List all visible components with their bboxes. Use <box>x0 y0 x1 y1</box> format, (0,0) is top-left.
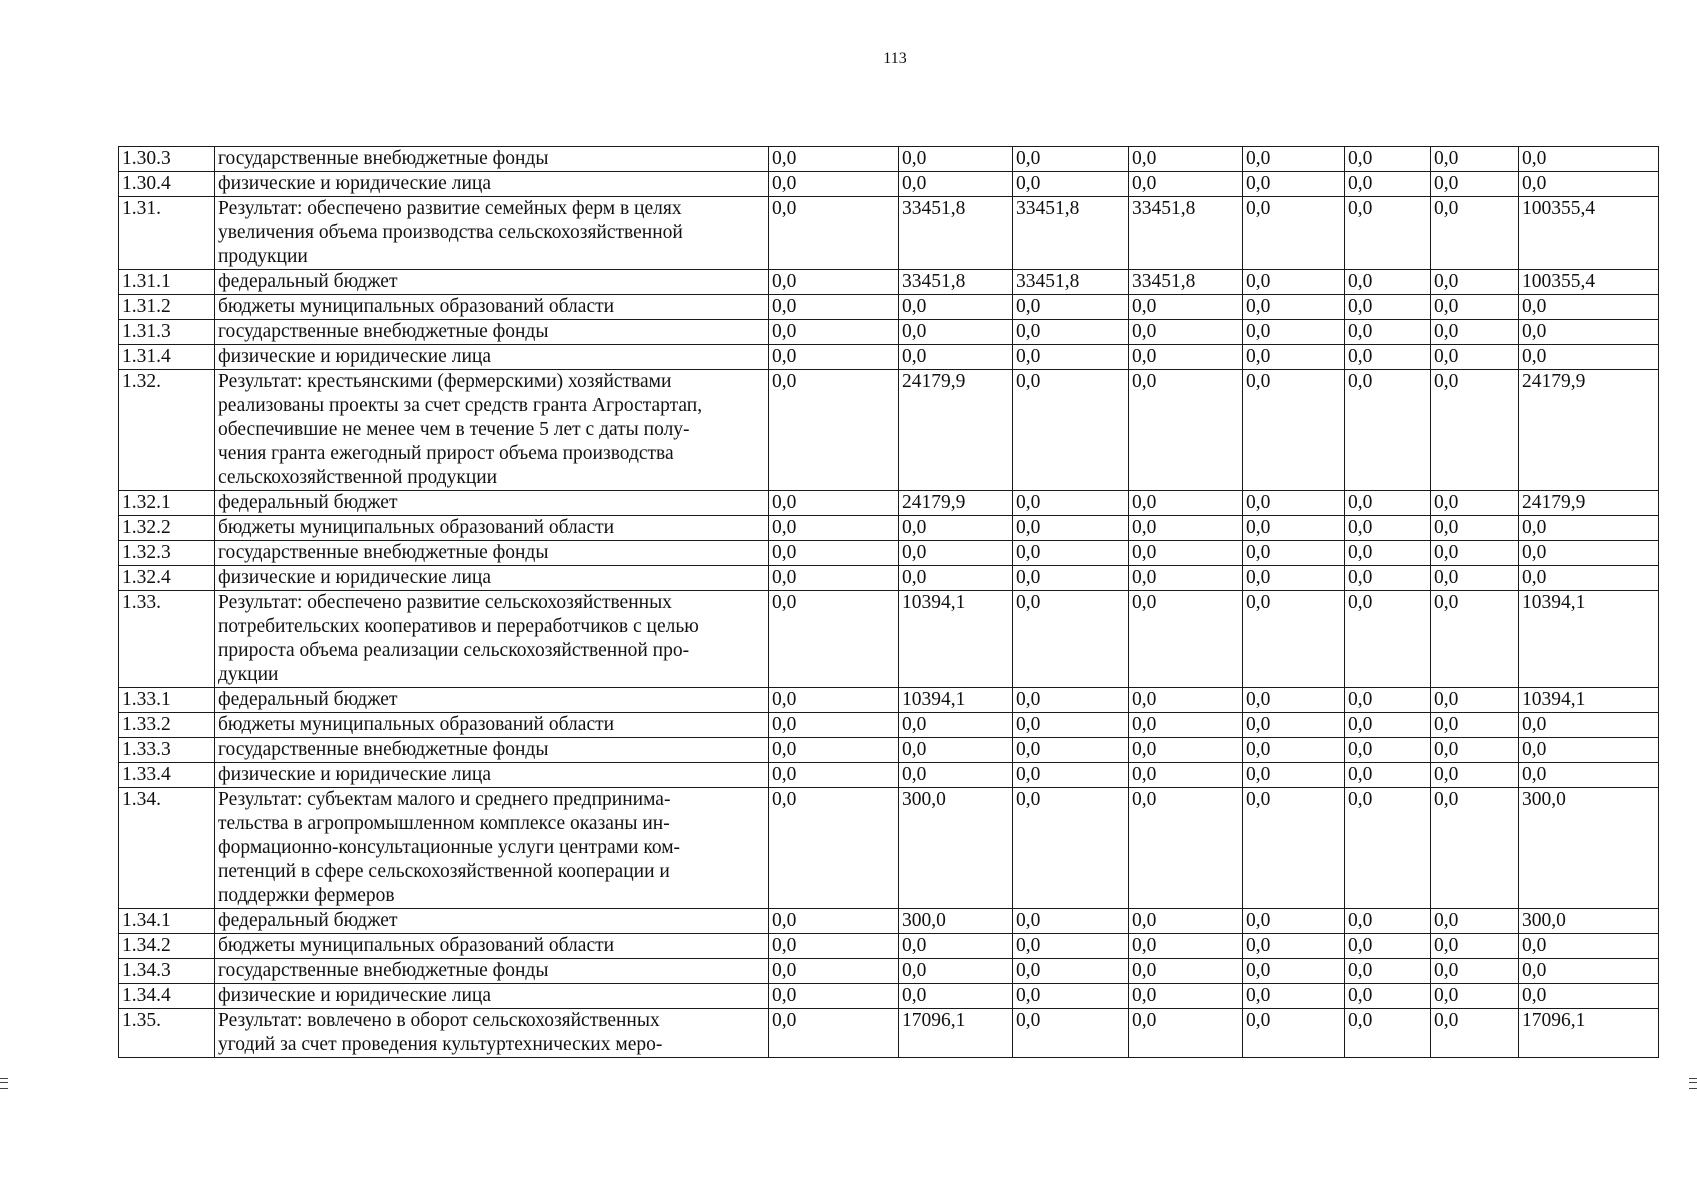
row-description: Результат: обеспечено развитие семейных ферм в целях увеличения объема производства сельскохозяйственной продукции <box>215 197 769 270</box>
row-value: 0,0 <box>899 147 1013 172</box>
row-value: 0,0 <box>899 959 1013 984</box>
row-value: 0,0 <box>1345 516 1431 541</box>
row-value: 24179,9 <box>1519 491 1659 516</box>
row-value: 0,0 <box>1129 491 1243 516</box>
row-value: 0,0 <box>1129 295 1243 320</box>
row-value: 0,0 <box>769 320 899 345</box>
row-value: 0,0 <box>1243 370 1345 491</box>
row-value: 0,0 <box>769 713 899 738</box>
row-value: 0,0 <box>1345 566 1431 591</box>
row-value: 0,0 <box>1345 320 1431 345</box>
row-value: 0,0 <box>1243 320 1345 345</box>
row-value: 0,0 <box>1519 984 1659 1009</box>
row-value: 0,0 <box>899 984 1013 1009</box>
row-value: 0,0 <box>769 763 899 788</box>
row-value: 0,0 <box>1243 345 1345 370</box>
row-description: государственные внебюджетные фонды <box>215 147 769 172</box>
row-value: 0,0 <box>769 147 899 172</box>
row-value: 0,0 <box>1431 591 1519 688</box>
row-value: 0,0 <box>1013 909 1129 934</box>
table-row <box>119 491 1659 516</box>
row-value: 24179,9 <box>899 370 1013 491</box>
row-value: 0,0 <box>1243 197 1345 270</box>
row-value: 0,0 <box>1129 1009 1243 1058</box>
row-value: 0,0 <box>1243 688 1345 713</box>
row-value: 0,0 <box>899 172 1013 197</box>
row-value: 0,0 <box>1129 147 1243 172</box>
row-value: 0,0 <box>1129 984 1243 1009</box>
row-value: 0,0 <box>1431 320 1519 345</box>
row-value: 0,0 <box>1519 738 1659 763</box>
row-value: 0,0 <box>1129 320 1243 345</box>
row-value: 0,0 <box>1013 763 1129 788</box>
table-row <box>119 147 1659 172</box>
row-value: 0,0 <box>899 541 1013 566</box>
row-value: 0,0 <box>1243 738 1345 763</box>
row-value: 33451,8 <box>1129 270 1243 295</box>
row-value: 0,0 <box>1013 934 1129 959</box>
row-value: 0,0 <box>769 541 899 566</box>
row-code: 1.32.3 <box>119 541 215 566</box>
row-code: 1.32.4 <box>119 566 215 591</box>
row-value: 0,0 <box>1013 320 1129 345</box>
row-value: 17096,1 <box>1519 1009 1659 1058</box>
row-code: 1.31.1 <box>119 270 215 295</box>
row-value: 33451,8 <box>899 197 1013 270</box>
row-code: 1.33. <box>119 591 215 688</box>
row-value: 0,0 <box>769 491 899 516</box>
row-value: 0,0 <box>769 788 899 909</box>
row-code: 1.34. <box>119 788 215 909</box>
row-value: 0,0 <box>769 197 899 270</box>
row-value: 0,0 <box>1013 370 1129 491</box>
row-value: 0,0 <box>1431 763 1519 788</box>
row-description: физические и юридические лица <box>215 172 769 197</box>
row-value: 0,0 <box>899 566 1013 591</box>
row-value: 0,0 <box>1345 1009 1431 1058</box>
table-row <box>119 345 1659 370</box>
row-value: 300,0 <box>1519 788 1659 909</box>
row-value: 0,0 <box>1013 345 1129 370</box>
row-description: бюджеты муниципальных образований области <box>215 516 769 541</box>
row-description: государственные внебюджетные фонды <box>215 320 769 345</box>
row-value: 0,0 <box>1345 270 1431 295</box>
row-value: 33451,8 <box>1129 197 1243 270</box>
row-value: 0,0 <box>769 370 899 491</box>
row-value: 0,0 <box>1345 147 1431 172</box>
row-value: 0,0 <box>1345 984 1431 1009</box>
row-value: 0,0 <box>1519 566 1659 591</box>
row-value: 0,0 <box>1013 516 1129 541</box>
row-value: 0,0 <box>1129 370 1243 491</box>
row-value: 0,0 <box>1243 491 1345 516</box>
row-value: 0,0 <box>1519 345 1659 370</box>
row-value: 33451,8 <box>1013 270 1129 295</box>
row-value: 0,0 <box>899 295 1013 320</box>
row-value: 0,0 <box>1345 738 1431 763</box>
row-value: 0,0 <box>1243 984 1345 1009</box>
table-row <box>119 934 1659 959</box>
row-value: 0,0 <box>1431 541 1519 566</box>
table-row <box>119 788 1659 909</box>
row-value: 0,0 <box>899 934 1013 959</box>
row-description: федеральный бюджет <box>215 909 769 934</box>
row-value: 0,0 <box>1243 959 1345 984</box>
row-value: 0,0 <box>1431 1009 1519 1058</box>
row-value: 0,0 <box>1243 172 1345 197</box>
row-value: 0,0 <box>1345 788 1431 909</box>
row-value: 0,0 <box>1431 566 1519 591</box>
row-description: Результат: вовлечено в оборот сельскохозяйственных угодий за счет проведения культуртехнических меро- <box>215 1009 769 1058</box>
row-value: 300,0 <box>899 788 1013 909</box>
row-description: физические и юридические лица <box>215 984 769 1009</box>
row-value: 0,0 <box>1345 909 1431 934</box>
row-value: 0,0 <box>1013 591 1129 688</box>
row-value: 0,0 <box>1243 566 1345 591</box>
row-value: 0,0 <box>899 320 1013 345</box>
row-description: федеральный бюджет <box>215 270 769 295</box>
row-description: государственные внебюджетные фонды <box>215 738 769 763</box>
row-value: 0,0 <box>1243 295 1345 320</box>
row-value: 0,0 <box>1345 934 1431 959</box>
row-description: физические и юридические лица <box>215 566 769 591</box>
row-value: 0,0 <box>1519 934 1659 959</box>
row-value: 0,0 <box>1345 370 1431 491</box>
row-value: 0,0 <box>1129 763 1243 788</box>
row-value: 0,0 <box>1013 984 1129 1009</box>
row-description: физические и юридические лица <box>215 763 769 788</box>
row-code: 1.32.1 <box>119 491 215 516</box>
row-value: 0,0 <box>1431 345 1519 370</box>
row-value: 0,0 <box>769 591 899 688</box>
table-row <box>119 763 1659 788</box>
row-value: 0,0 <box>1243 788 1345 909</box>
row-value: 0,0 <box>1129 738 1243 763</box>
row-code: 1.32. <box>119 370 215 491</box>
table-row <box>119 370 1659 491</box>
row-code: 1.31.2 <box>119 295 215 320</box>
row-value: 0,0 <box>899 738 1013 763</box>
row-value: 0,0 <box>1243 1009 1345 1058</box>
row-description: физические и юридические лица <box>215 345 769 370</box>
row-value: 0,0 <box>769 295 899 320</box>
row-value: 0,0 <box>1345 591 1431 688</box>
row-value: 100355,4 <box>1519 270 1659 295</box>
row-value: 0,0 <box>1013 147 1129 172</box>
row-description: Результат: крестьянскими (фермерскими) хозяйствами реализованы проекты за счет средств гранта Агростартап, обеспечившие не менее чем в течение 5 лет с даты полу- чения гранта ежегодный прирост объема производства сельскохозяйственной продукции <box>215 370 769 491</box>
row-value: 0,0 <box>1345 295 1431 320</box>
row-value: 0,0 <box>1519 295 1659 320</box>
row-value: 0,0 <box>769 984 899 1009</box>
row-value: 0,0 <box>769 345 899 370</box>
table-row <box>119 959 1659 984</box>
row-value: 0,0 <box>1013 566 1129 591</box>
row-value: 0,0 <box>1013 295 1129 320</box>
row-value: 0,0 <box>1431 197 1519 270</box>
row-value: 0,0 <box>899 516 1013 541</box>
row-value: 0,0 <box>1013 1009 1129 1058</box>
row-value: 0,0 <box>1431 370 1519 491</box>
row-value: 0,0 <box>1345 713 1431 738</box>
row-value: 0,0 <box>1431 172 1519 197</box>
row-value: 0,0 <box>1243 270 1345 295</box>
row-value: 0,0 <box>1431 516 1519 541</box>
row-value: 0,0 <box>1519 516 1659 541</box>
row-value: 0,0 <box>1431 934 1519 959</box>
row-value: 0,0 <box>769 270 899 295</box>
row-value: 0,0 <box>1129 788 1243 909</box>
row-value: 0,0 <box>1243 541 1345 566</box>
table-row <box>119 566 1659 591</box>
row-value: 10394,1 <box>1519 688 1659 713</box>
row-value: 0,0 <box>769 909 899 934</box>
row-code: 1.30.3 <box>119 147 215 172</box>
row-description: бюджеты муниципальных образований области <box>215 295 769 320</box>
row-value: 0,0 <box>1431 147 1519 172</box>
row-value: 0,0 <box>1431 738 1519 763</box>
row-value: 0,0 <box>1519 320 1659 345</box>
row-value: 0,0 <box>1519 763 1659 788</box>
row-value: 0,0 <box>1243 713 1345 738</box>
row-value: 17096,1 <box>899 1009 1013 1058</box>
row-value: 0,0 <box>1129 688 1243 713</box>
row-value: 0,0 <box>1129 713 1243 738</box>
row-value: 33451,8 <box>1013 197 1129 270</box>
row-description: государственные внебюджетные фонды <box>215 959 769 984</box>
table-row <box>119 172 1659 197</box>
table-row <box>119 541 1659 566</box>
row-value: 0,0 <box>1013 959 1129 984</box>
row-code: 1.34.3 <box>119 959 215 984</box>
row-value: 0,0 <box>1129 934 1243 959</box>
row-code: 1.33.3 <box>119 738 215 763</box>
row-value: 0,0 <box>1345 959 1431 984</box>
row-value: 0,0 <box>1129 172 1243 197</box>
row-code: 1.34.4 <box>119 984 215 1009</box>
row-value: 0,0 <box>899 763 1013 788</box>
table-body <box>119 147 1659 1058</box>
row-value: 0,0 <box>1129 591 1243 688</box>
row-description: бюджеты муниципальных образований области <box>215 934 769 959</box>
row-value: 0,0 <box>1129 909 1243 934</box>
table-row <box>119 591 1659 688</box>
row-value: 0,0 <box>1129 345 1243 370</box>
row-value: 0,0 <box>1013 788 1129 909</box>
row-value: 0,0 <box>769 934 899 959</box>
row-value: 0,0 <box>1431 959 1519 984</box>
row-value: 300,0 <box>1519 909 1659 934</box>
row-value: 0,0 <box>1345 172 1431 197</box>
row-value: 0,0 <box>1129 516 1243 541</box>
table-row <box>119 909 1659 934</box>
table-row <box>119 197 1659 270</box>
table-row <box>119 320 1659 345</box>
row-value: 24179,9 <box>899 491 1013 516</box>
table-row <box>119 738 1659 763</box>
row-value: 0,0 <box>1013 688 1129 713</box>
row-value: 0,0 <box>1519 959 1659 984</box>
row-description: Результат: субъектам малого и среднего предпринима- тельства в агропромышленном комплексе оказаны ин- формационно-консультационные услуги центрами ком- петенций в сфере сельскохозяйственной кооперации и поддержки фермеров <box>215 788 769 909</box>
row-description: федеральный бюджет <box>215 491 769 516</box>
row-description: бюджеты муниципальных образований области <box>215 713 769 738</box>
row-value: 0,0 <box>899 345 1013 370</box>
row-value: 0,0 <box>1431 270 1519 295</box>
right-edge-mark <box>1689 1078 1697 1089</box>
row-value: 0,0 <box>1243 516 1345 541</box>
row-value: 0,0 <box>1129 959 1243 984</box>
row-value: 0,0 <box>769 516 899 541</box>
row-value: 0,0 <box>1345 688 1431 713</box>
row-description: государственные внебюджетные фонды <box>215 541 769 566</box>
left-edge-mark <box>0 1078 8 1089</box>
row-value: 0,0 <box>1243 147 1345 172</box>
row-code: 1.34.2 <box>119 934 215 959</box>
row-code: 1.34.1 <box>119 909 215 934</box>
row-value: 0,0 <box>1519 147 1659 172</box>
row-value: 0,0 <box>1345 197 1431 270</box>
table-row <box>119 713 1659 738</box>
row-code: 1.33.2 <box>119 713 215 738</box>
row-value: 0,0 <box>1431 984 1519 1009</box>
row-value: 0,0 <box>1013 738 1129 763</box>
row-value: 0,0 <box>1013 541 1129 566</box>
page-number: 113 <box>883 50 907 67</box>
row-description: Результат: обеспечено развитие сельскохозяйственных потребительских кооперативов и переработчиков с целью прироста объема реализации сельскохозяйственной про- дукции <box>215 591 769 688</box>
row-value: 0,0 <box>1431 788 1519 909</box>
row-value: 24179,9 <box>1519 370 1659 491</box>
table-row <box>119 688 1659 713</box>
row-value: 0,0 <box>1013 491 1129 516</box>
row-value: 0,0 <box>1243 934 1345 959</box>
row-value: 33451,8 <box>899 270 1013 295</box>
table-row <box>119 295 1659 320</box>
row-value: 0,0 <box>769 688 899 713</box>
row-code: 1.33.4 <box>119 763 215 788</box>
row-code: 1.32.2 <box>119 516 215 541</box>
row-value: 0,0 <box>769 738 899 763</box>
row-value: 0,0 <box>1345 345 1431 370</box>
row-value: 0,0 <box>1519 172 1659 197</box>
row-value: 0,0 <box>1519 541 1659 566</box>
row-code: 1.33.1 <box>119 688 215 713</box>
row-value: 0,0 <box>1129 566 1243 591</box>
row-value: 0,0 <box>769 172 899 197</box>
row-value: 10394,1 <box>899 591 1013 688</box>
row-value: 0,0 <box>1013 713 1129 738</box>
row-value: 0,0 <box>1431 688 1519 713</box>
row-value: 0,0 <box>1129 541 1243 566</box>
row-value: 0,0 <box>1345 763 1431 788</box>
row-value: 0,0 <box>1431 909 1519 934</box>
row-value: 0,0 <box>1013 172 1129 197</box>
row-value: 0,0 <box>769 566 899 591</box>
table-row <box>119 516 1659 541</box>
row-value: 0,0 <box>1243 591 1345 688</box>
row-value: 0,0 <box>769 959 899 984</box>
table-row <box>119 984 1659 1009</box>
row-value: 0,0 <box>1431 491 1519 516</box>
row-code: 1.31. <box>119 197 215 270</box>
row-value: 0,0 <box>769 1009 899 1058</box>
row-value: 0,0 <box>1345 491 1431 516</box>
row-description: федеральный бюджет <box>215 688 769 713</box>
row-value: 0,0 <box>1243 909 1345 934</box>
budget-table <box>118 146 1659 1058</box>
row-value: 0,0 <box>1519 713 1659 738</box>
table-row <box>119 1009 1659 1058</box>
row-value: 0,0 <box>899 713 1013 738</box>
row-value: 300,0 <box>899 909 1013 934</box>
row-value: 0,0 <box>1243 763 1345 788</box>
row-value: 0,0 <box>1345 541 1431 566</box>
row-value: 100355,4 <box>1519 197 1659 270</box>
row-value: 10394,1 <box>1519 591 1659 688</box>
row-value: 10394,1 <box>899 688 1013 713</box>
row-code: 1.31.4 <box>119 345 215 370</box>
row-code: 1.35. <box>119 1009 215 1058</box>
table-row <box>119 270 1659 295</box>
row-value: 0,0 <box>1431 713 1519 738</box>
row-value: 0,0 <box>1431 295 1519 320</box>
row-code: 1.30.4 <box>119 172 215 197</box>
row-code: 1.31.3 <box>119 320 215 345</box>
